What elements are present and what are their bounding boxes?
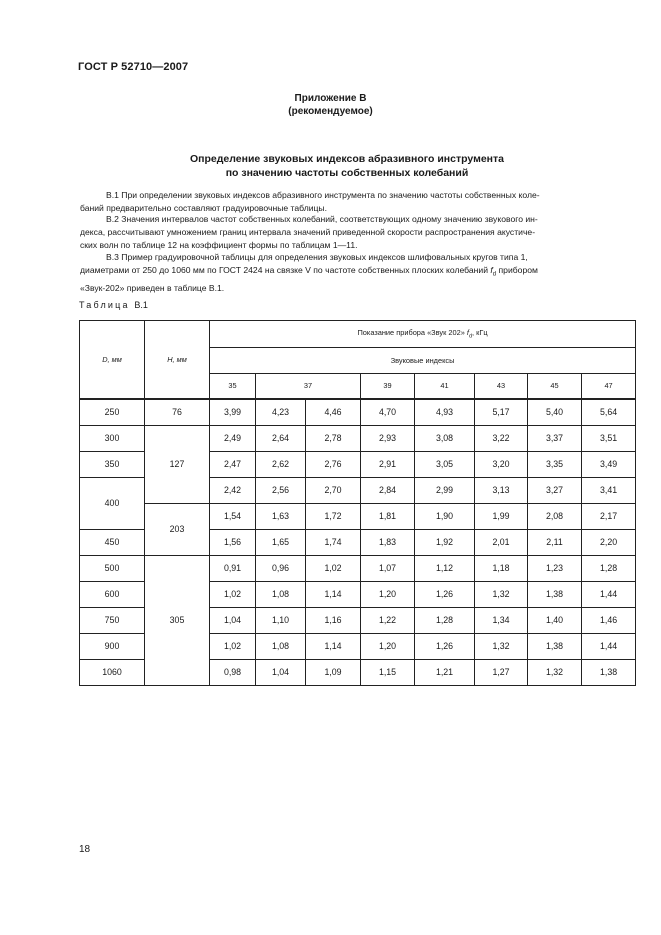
index-39: 39	[361, 374, 415, 399]
value-cell: 2,99	[415, 477, 475, 503]
value-cell: 1,92	[415, 529, 475, 555]
standard-header: ГОСТ Р 52710—2007	[78, 61, 189, 73]
diameter-cell: 300	[80, 425, 145, 451]
value-cell: 1,63	[256, 503, 306, 529]
value-cell: 1,28	[415, 607, 475, 633]
index-45: 45	[528, 374, 582, 399]
table-row	[80, 555, 636, 581]
page-number: 18	[79, 844, 91, 855]
paragraph-b3-line1: В.3 Пример градуировочной таблицы для определения звуковых индексов шлифовальных кругов типа 1,	[106, 252, 528, 262]
index-47: 47	[582, 374, 636, 399]
value-cell: 1,56	[210, 529, 256, 555]
value-cell: 3,37	[528, 425, 582, 451]
appendix-title: Приложение В	[294, 93, 367, 104]
value-cell: 1,81	[361, 503, 415, 529]
section-title-line2: по значению частоты собственных колебаний	[225, 167, 469, 179]
value-cell: 1,26	[415, 581, 475, 607]
paragraph-b1	[80, 189, 614, 215]
paragraph-b2-line2: декса, рассчитывают умножением границ интервала значений приведенной скорости распространения акустиче-	[80, 227, 536, 237]
value-cell: 1,15	[361, 659, 415, 685]
table-label	[79, 300, 148, 310]
value-cell: 3,99	[210, 399, 256, 426]
paragraph-b3-var: f	[490, 265, 493, 275]
value-cell: 1,38	[528, 581, 582, 607]
index-37: 37	[256, 374, 361, 399]
height-cell: 76	[145, 399, 210, 426]
value-cell: 3,20	[475, 451, 528, 477]
diameter-cell: 900	[80, 633, 145, 659]
value-cell: 0,91	[210, 555, 256, 581]
value-cell: 1,04	[210, 607, 256, 633]
paragraph-b2-line3: ских волн по таблице 12 на коэффициент формы по таблицам 1—11.	[80, 240, 358, 250]
value-cell: 1,74	[306, 529, 361, 555]
appendix-status: (рекомендуемое)	[288, 106, 373, 117]
value-cell: 3,13	[475, 477, 528, 503]
value-cell: 1,32	[475, 633, 528, 659]
value-cell: 3,22	[475, 425, 528, 451]
diameter-cell: 350	[80, 451, 145, 477]
paragraph-b3	[80, 251, 614, 295]
value-cell: 1,20	[361, 581, 415, 607]
value-cell: 1,22	[361, 607, 415, 633]
paragraph-b1-line2: баний предварительно составляют градуировочные таблицы.	[80, 203, 327, 213]
value-cell: 1,02	[210, 581, 256, 607]
value-cell: 5,17	[475, 399, 528, 426]
value-cell: 4,23	[256, 399, 306, 426]
value-cell: 2,01	[475, 529, 528, 555]
value-cell: 0,98	[210, 659, 256, 685]
value-cell: 4,46	[306, 399, 361, 426]
value-cell: 2,08	[528, 503, 582, 529]
value-cell: 1,14	[306, 633, 361, 659]
value-cell: 1,90	[415, 503, 475, 529]
diameter-cell: 400	[80, 477, 145, 529]
value-cell: 2,91	[361, 451, 415, 477]
value-cell: 0,96	[256, 555, 306, 581]
calibration-table	[79, 320, 636, 686]
value-cell: 1,07	[361, 555, 415, 581]
table-row	[80, 425, 636, 451]
value-cell: 1,27	[475, 659, 528, 685]
value-cell: 1,38	[582, 659, 636, 685]
value-cell: 1,21	[415, 659, 475, 685]
index-35: 35	[210, 374, 256, 399]
header-reading: Показание прибора «Звук 202» $f_d$, кГц	[210, 321, 636, 348]
value-cell: 1,16	[306, 607, 361, 633]
value-cell: 1,18	[475, 555, 528, 581]
value-cell: 2,78	[306, 425, 361, 451]
value-cell: 1,09	[306, 659, 361, 685]
value-cell: 1,40	[528, 607, 582, 633]
value-cell: 1,10	[256, 607, 306, 633]
diameter-cell: 250	[80, 399, 145, 426]
value-cell: 2,64	[256, 425, 306, 451]
value-cell: 1,99	[475, 503, 528, 529]
value-cell: 3,08	[415, 425, 475, 451]
diameter-cell: 600	[80, 581, 145, 607]
diameter-cell: 750	[80, 607, 145, 633]
value-cell: 1,26	[415, 633, 475, 659]
value-cell: 2,42	[210, 477, 256, 503]
value-cell: 1,12	[415, 555, 475, 581]
table-label-word: Таблица	[79, 300, 130, 310]
paragraph-b2	[80, 213, 614, 252]
value-cell: 1,83	[361, 529, 415, 555]
value-cell: 1,72	[306, 503, 361, 529]
header-indices: Звуковые индексы	[210, 348, 636, 374]
value-cell: 1,65	[256, 529, 306, 555]
value-cell: 1,04	[256, 659, 306, 685]
table-row	[80, 399, 636, 426]
value-cell: 1,46	[582, 607, 636, 633]
diameter-cell: 500	[80, 555, 145, 581]
value-cell: 3,41	[582, 477, 636, 503]
paragraph-b3-line2b: прибором	[496, 265, 538, 275]
value-cell: 3,05	[415, 451, 475, 477]
value-cell: 1,23	[528, 555, 582, 581]
value-cell: 1,02	[210, 633, 256, 659]
value-cell: 1,44	[582, 581, 636, 607]
paragraph-b1-line1: В.1 При определении звуковых индексов абразивного инструмента по значению частоты собственных коле-	[106, 190, 540, 200]
paragraph-b3-sub: d	[492, 271, 497, 278]
value-cell: 2,11	[528, 529, 582, 555]
table-row	[80, 503, 636, 529]
table-body	[80, 321, 636, 686]
header-diameter: D, мм	[80, 321, 145, 399]
value-cell: 2,62	[256, 451, 306, 477]
value-cell: 1,34	[475, 607, 528, 633]
section-title-line1: Определение звуковых индексов абразивного инструмента	[189, 153, 505, 165]
value-cell: 1,44	[582, 633, 636, 659]
value-cell: 1,02	[306, 555, 361, 581]
value-cell: 1,32	[475, 581, 528, 607]
value-cell: 1,38	[528, 633, 582, 659]
value-cell: 3,51	[582, 425, 636, 451]
paragraph-b3-line3: «Звук-202» приведен в таблице В.1.	[80, 282, 225, 293]
value-cell: 2,20	[582, 529, 636, 555]
value-cell: 4,70	[361, 399, 415, 426]
value-cell: 1,32	[528, 659, 582, 685]
index-41: 41	[415, 374, 475, 399]
value-cell: 2,93	[361, 425, 415, 451]
height-cell: 127	[145, 425, 210, 503]
paragraph-b3-line2a: диаметрами от 250 до 1060 мм по ГОСТ 2424 на связке V по частоте собственных плоских колебаний	[80, 265, 491, 275]
diameter-cell: 1060	[80, 659, 145, 685]
value-cell: 2,47	[210, 451, 256, 477]
value-cell: 1,20	[361, 633, 415, 659]
header-height: H, мм	[145, 321, 210, 399]
value-cell: 4,93	[415, 399, 475, 426]
value-cell: 3,27	[528, 477, 582, 503]
value-cell: 1,28	[582, 555, 636, 581]
value-cell: 2,49	[210, 425, 256, 451]
value-cell: 2,76	[306, 451, 361, 477]
index-43: 43	[475, 374, 528, 399]
height-cell: 305	[145, 555, 210, 685]
value-cell: 2,17	[582, 503, 636, 529]
value-cell: 1,08	[256, 633, 306, 659]
value-cell: 3,49	[582, 451, 636, 477]
value-cell: 1,14	[306, 581, 361, 607]
value-cell: 5,40	[528, 399, 582, 426]
table-label-number: В.1	[134, 300, 148, 310]
height-cell: 203	[145, 503, 210, 555]
value-cell: 1,08	[256, 581, 306, 607]
value-cell: 5,64	[582, 399, 636, 426]
paragraph-b2-line1: В.2 Значения интервалов частот собственных колебаний, соответствующих одному значению звукового ин-	[106, 214, 538, 224]
value-cell: 3,35	[528, 451, 582, 477]
diameter-cell: 450	[80, 529, 145, 555]
value-cell: 2,70	[306, 477, 361, 503]
value-cell: 2,56	[256, 477, 306, 503]
value-cell: 2,84	[361, 477, 415, 503]
value-cell: 1,54	[210, 503, 256, 529]
